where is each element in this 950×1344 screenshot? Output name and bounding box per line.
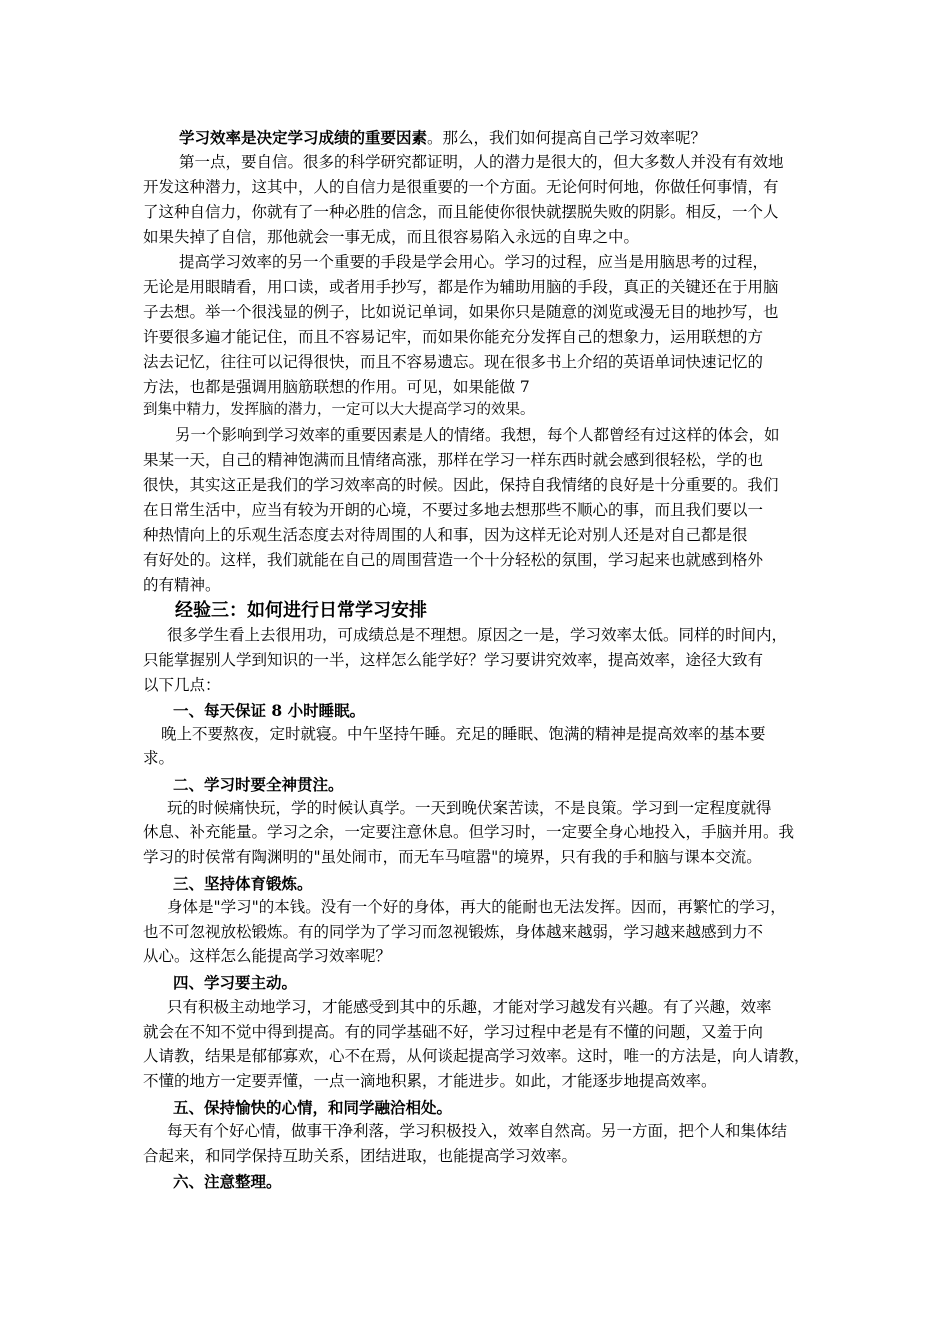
point-line: 就会在不知不觉中得到提高。有的同学基础不好，学习过程中老是有不懂的问题，又羞于向 <box>143 1023 764 1041</box>
paragraph-line: 如果失掉了自信，那他就会一事无成，而且很容易陷入永远的自卑之中。 <box>143 228 640 246</box>
paragraph-line: 的有精神。 <box>143 576 221 594</box>
point-line: 人请教，结果是郁郁寡欢，心不在焉，从何谈起提高学习效率。这时，唯一的方法是，向人请教， <box>143 1047 810 1065</box>
paragraph-line: 果某一天，自己的精神饱满而且情绪高涨，那样在学习一样东西时就会感到很轻松，学的也 <box>143 451 764 469</box>
intro-rest: 。那么，我们如何提高自己学习效率呢？ <box>427 129 707 147</box>
point-line: 休息、补充能量。学习之余，一定要注意休息。但学习时，一定要全身心地投入，手脑并用。我 <box>143 823 795 841</box>
paragraph-line: 子去想。举一个很浅显的例子，比如说记单词，如果你只是随意的浏览或漫无目的地抄写，也 <box>143 303 779 321</box>
point-line: 合起来，和同学保持互助关系，团结进取，也能提高学习效率。 <box>143 1147 578 1165</box>
intro-bold: 学习效率是决定学习成绩的重要因素 <box>179 128 428 147</box>
paragraph-line: 了这种自信力，你就有了一种必胜的信念，而且能使你很快就摆脱失败的阴影。相反，一个人 <box>143 203 779 221</box>
paragraph-line: 开发这种潜力，这其中，人的自信力是很重要的一个方面。无论何时何地，你做任何事情，有 <box>143 178 779 196</box>
point-line: 也不可忽视放松锻炼。有的同学为了学习而忽视锻炼，身体越来越弱，学习越来越感到力不 <box>143 923 764 941</box>
paragraph-line: 种热情向上的乐观生活态度去对待周围的人和事，因为这样无论对别人还是对自己都是很 <box>143 526 748 544</box>
point-title: 三、坚持体育锻炼。 <box>173 874 313 893</box>
point-title: 一、每天保证 8 小时睡眠。 <box>173 701 366 720</box>
point-title: 六、注意整理。 <box>173 1172 282 1191</box>
paragraph-line: 法去记忆，往往可以记得很快，而且不容易遗忘。现在很多书上介绍的英语单词快速记忆的 <box>143 353 764 371</box>
point-line: 身体是"学习"的本钱。没有一个好的身体，再大的能耐也无法发挥。因而，再繁忙的学习， <box>167 898 786 916</box>
paragraph-line: 到集中精力，发挥脑的潜力，一定可以大大提高学习的效果。 <box>143 402 535 418</box>
paragraph-line: 另一个影响到学习效率的重要因素是人的情绪。我想，每个人都曾经有过这样的体会，如 <box>175 426 780 444</box>
paragraph-line: 无论是用眼睛看，用口读，或者用手抄写，都是作为辅助用脑的手段，真正的关键还在于用脑 <box>143 278 779 296</box>
point-title: 四、学习要主动。 <box>173 973 298 992</box>
paragraph-line: 许要很多遍才能记住，而且不容易记牢，而如果你能充分发挥自己的想象力，运用联想的方 <box>143 328 764 346</box>
paragraph-line: 在日常生活中，应当有较为开朗的心境，不要过多地去想那些不顺心的事，而且我们要以一 <box>143 501 764 519</box>
paragraph-line: 有好处的。这样，我们就能在自己的周围营造一个十分轻松的氛围，学习起来也就感到格外 <box>143 551 764 569</box>
paragraph-line: 提高学习效率的另一个重要的手段是学会用心。学习的过程，应当是用脑思考的过程， <box>179 253 769 271</box>
paragraph-line: 方法，也都是强调用脑筋联想的作用。可见，如果能做 7 <box>143 378 530 396</box>
point-line: 求。 <box>143 749 175 767</box>
intro-line <box>143 125 847 151</box>
point-line: 每天有个好心情，做事干净利落，学习积极投入，效率自然高。另一方面，把个人和集体结 <box>167 1122 788 1140</box>
point-title: 二、学习时要全神贯注。 <box>173 775 344 794</box>
point-line: 玩的时候痛快玩，学的时候认真学。一天到晚伏案苦读，不是良策。学习到一定程度就得 <box>167 799 772 817</box>
point-line: 晚上不要熬夜，定时就寝。中午坚持午睡。充足的睡眠、饱满的精神是提高效率的基本要 <box>161 725 766 743</box>
point-line: 不懂的地方一定要弄懂，一点一滴地积累，才能进步。如此，才能逐步地提高效率。 <box>143 1072 717 1090</box>
paragraph-line: 很快，其实这正是我们的学习效率高的时候。因此，保持自我情绪的良好是十分重要的。我们 <box>143 476 779 494</box>
paragraph-line: 第一点，要自信。很多的科学研究都证明，人的潜力是很大的，但大多数人并没有有效地 <box>179 153 784 171</box>
point-line: 从心。这样怎么能提高学习效率呢？ <box>143 947 392 965</box>
section-intro-line: 很多学生看上去很用功，可成绩总是不理想。原因之一是，学习效率太低。同样的时间内， <box>167 626 788 644</box>
section-heading: 经验三：如何进行日常学习安排 <box>175 600 427 621</box>
section-intro-line: 只能掌握别人学到知识的一半，这样怎么能学好？学习要讲究效率，提高效率，途径大致有 <box>143 651 764 669</box>
point-line: 只有积极主动地学习，才能感受到其中的乐趣，才能对学习越发有兴趣。有了兴趣，效率 <box>167 998 772 1016</box>
point-title: 五、保持愉快的心情，和同学融洽相处。 <box>173 1098 453 1117</box>
section-intro-line: 以下几点： <box>143 676 221 694</box>
point-line: 学习的时侯常有陶渊明的"虽处闹市，而无车马喧嚣"的境界，只有我的手和脑与课本交流。 <box>143 848 762 866</box>
